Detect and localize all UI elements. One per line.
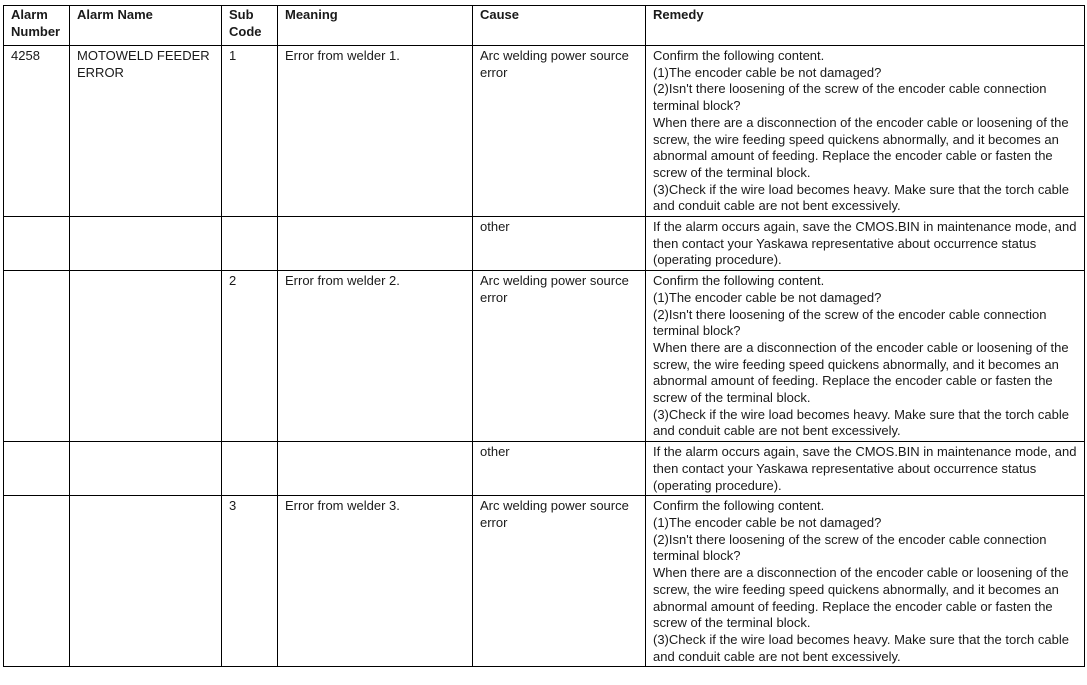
header-alarm-name: Alarm Name [70,6,222,46]
cell-meaning: Error from welder 1. [278,46,473,217]
table-row [4,496,1085,667]
cell-sub-code: 1 [222,46,278,217]
remedy-line: If the alarm occurs again, save the CMOS.BIN in maintenance mode, and then contact your Yaskawa representative about occurrence status (operating procedure). [653,444,1077,493]
cell-alarm-number: 4258 [4,46,70,217]
remedy-line: When there are a disconnection of the encoder cable or loosening of the screw, the wire feeding speed quickens abnormally, and it becomes an abnormal amount of feeding. Replace the encoder cable or fasten the screw of the terminal block. [653,114,1069,180]
remedy-line: When there are a disconnection of the encoder cable or loosening of the screw, the wire feeding speed quickens abnormally, and it becomes an abnormal amount of feeding. Replace the encoder cable or fasten the screw of the terminal block. [653,339,1069,406]
cell-alarm-number [4,496,70,667]
header-remedy: Remedy [646,6,1085,46]
cell-meaning: Error from welder 2. [278,271,473,442]
cell-meaning [278,217,473,271]
cell-remedy [646,217,1085,271]
remedy-line: (2)Isn't there loosening of the screw of the encoder cable connection terminal block? [653,531,1047,564]
remedy-line: (3)Check if the wire load becomes heavy. Make sure that the torch cable and conduit cable are not bent excessively. [653,181,1069,214]
remedy-line: (1)The encoder cable be not damaged? [653,289,882,305]
remedy-line: (3)Check if the wire load becomes heavy. Make sure that the torch cable and conduit cable are not bent excessively. [653,406,1069,439]
cell-sub-code: 2 [222,271,278,442]
remedy-line: (3)Check if the wire load becomes heavy. Make sure that the torch cable and conduit cable are not bent excessively. [653,631,1069,664]
cell-meaning [278,442,473,496]
cell-alarm-name: MOTOWELD FEEDER ERROR [70,46,222,217]
remedy-line: If the alarm occurs again, save the CMOS.BIN in maintenance mode, and then contact your Yaskawa representative about occurrence status (operating procedure). [653,219,1077,268]
header-sub-code: Sub Code [222,6,278,46]
table-row [4,46,1085,217]
remedy-line: Confirm the following content. [653,498,825,514]
cell-alarm-name [70,442,222,496]
cell-cause: Arc welding power source error [473,271,646,442]
cell-remedy [646,271,1085,442]
cell-remedy [646,496,1085,667]
header-alarm-number: Alarm Number [4,6,70,46]
cell-sub-code [222,442,278,496]
table-row [4,271,1085,442]
alarm-table [3,5,1085,667]
table-row [4,217,1085,271]
remedy-line: (1)The encoder cable be not damaged? [653,64,882,80]
cell-alarm-name [70,271,222,442]
cell-remedy [646,46,1085,217]
cell-alarm-number [4,271,70,442]
cell-cause: other [473,217,646,271]
remedy-line: Confirm the following content. [653,273,825,289]
remedy-line: Confirm the following content. [653,48,825,63]
cell-sub-code: 3 [222,496,278,667]
remedy-line: When there are a disconnection of the encoder cable or loosening of the screw, the wire feeding speed quickens abnormally, and it becomes an abnormal amount of feeding. Replace the encoder cable or fasten the screw of the terminal block. [653,565,1069,631]
cell-cause: Arc welding power source error [473,496,646,667]
header-cause: Cause [473,6,646,46]
header-meaning: Meaning [278,6,473,46]
remedy-line: (1)The encoder cable be not damaged? [653,514,882,530]
cell-alarm-name [70,496,222,667]
cell-meaning: Error from welder 3. [278,496,473,667]
remedy-line: (2)Isn't there loosening of the screw of the encoder cable connection terminal block? [653,306,1047,339]
cell-alarm-number [4,217,70,271]
alarm-table-container [3,5,1084,667]
remedy-line: (2)Isn't there loosening of the screw of the encoder cable connection terminal block? [653,81,1047,114]
cell-alarm-name [70,217,222,271]
cell-alarm-number [4,442,70,496]
cell-sub-code [222,217,278,271]
table-row [4,442,1085,496]
cell-cause: other [473,442,646,496]
table-body [4,46,1085,667]
table-header-row [4,6,1085,46]
cell-remedy [646,442,1085,496]
cell-cause: Arc welding power source error [473,46,646,217]
